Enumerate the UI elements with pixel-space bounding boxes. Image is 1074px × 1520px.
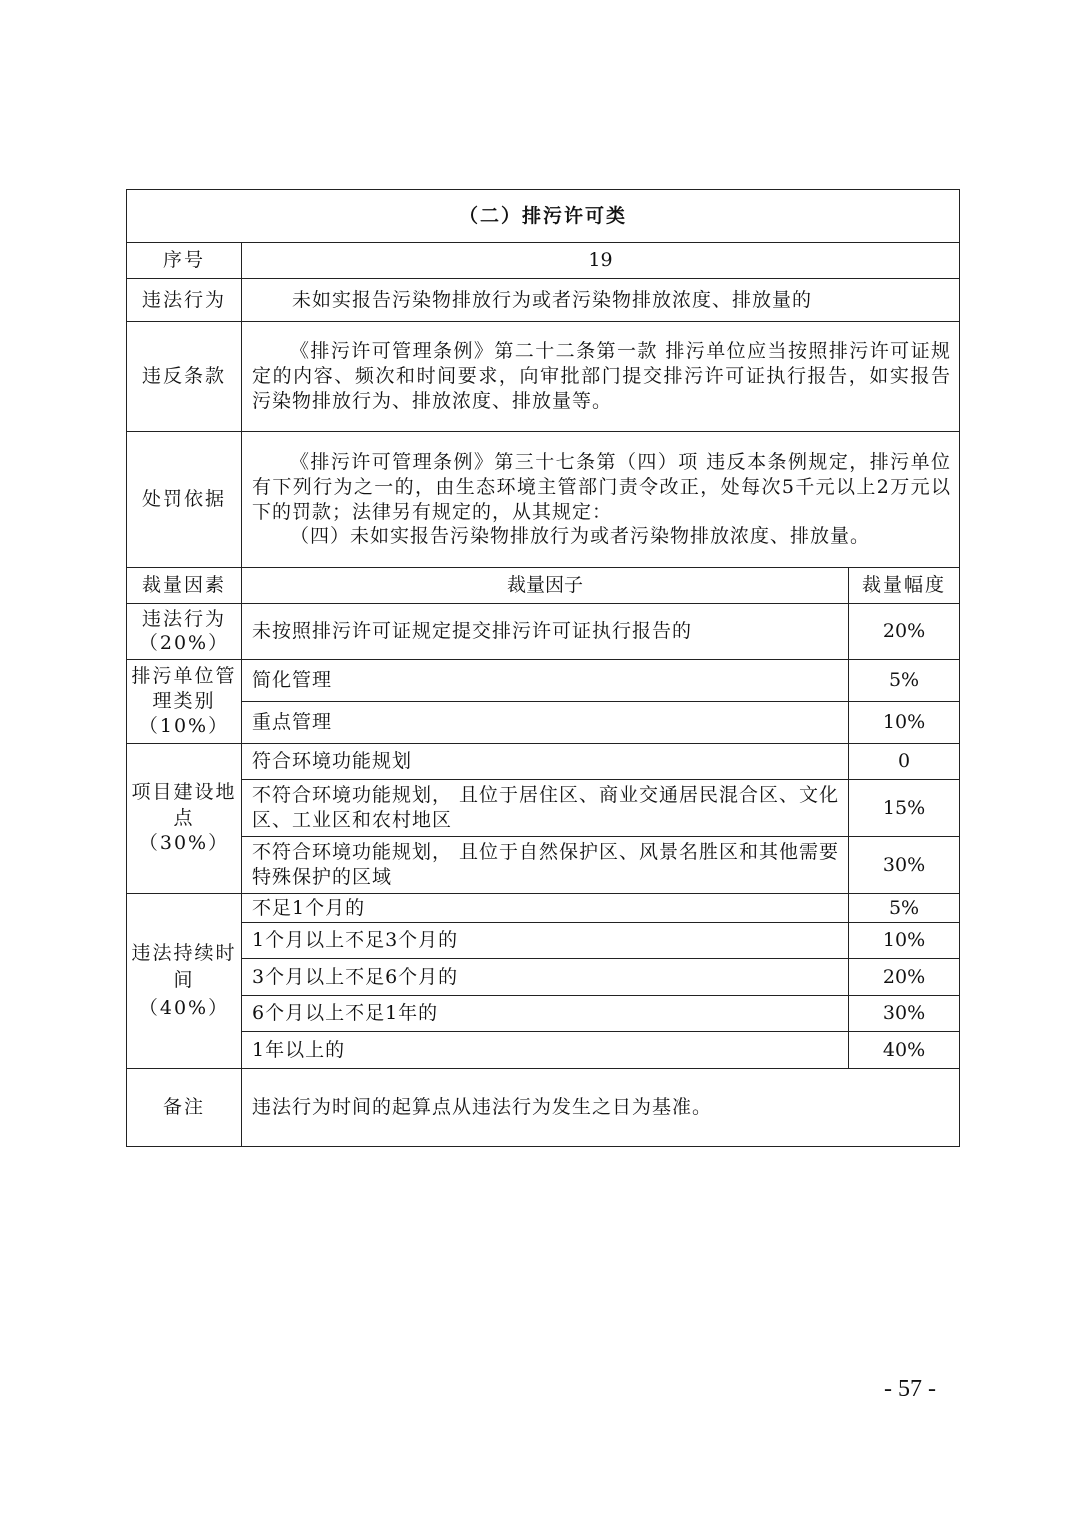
range-cell: 0 [849,744,960,780]
range-cell: 20% [849,959,960,996]
factor-cell: 未按照排污许可证规定提交排污许可证执行报告的 [242,604,849,660]
factor-header-col1: 裁量因素 [127,568,242,604]
factor-cell: 1个月以上不足3个月的 [242,923,849,959]
range-cell: 10% [849,923,960,959]
group-label-management: 排污单位管理类别 （10%） [127,660,242,744]
factor-cell: 不符合环境功能规划， 且位于自然保护区、风景名胜区和其他需要特殊保护的区域 [242,837,849,894]
range-cell: 30% [849,996,960,1032]
violation-label: 违法行为 [127,279,242,322]
penalty-basis-paragraph-2: （四）未如实报告污染物排放行为或者污染物排放浓度、排放量。 [290,525,871,548]
serial-label: 序号 [127,243,242,279]
penalty-basis-paragraph-1: 《排污许可管理条例》第三十七条第（四）项 违反本条例规定，排污单位有下列行为之一的，由生态环境主管部门责令改正，处每次5千元以上2万元以下的罚款；法律另有规定的，从其规定： [252,451,952,523]
factor-cell: 重点管理 [242,702,849,744]
range-cell: 30% [849,837,960,894]
factor-cell: 简化管理 [242,660,849,702]
group-label-duration: 违法持续时间 （40%） [127,894,242,1069]
range-cell: 40% [849,1032,960,1069]
factor-cell: 3个月以上不足6个月的 [242,959,849,996]
range-cell: 5% [849,660,960,702]
factor-header-col3: 裁量幅度 [849,568,960,604]
violated-clause-text [242,322,960,432]
violation-value: 未如实报告污染物排放行为或者污染物排放浓度、排放量的 [242,279,960,322]
factor-cell: 符合环境功能规划 [242,744,849,780]
remark-label: 备注 [127,1069,242,1147]
penalty-basis-label: 处罚依据 [127,432,242,568]
serial-value: 19 [242,243,960,279]
group-label-behavior: 违法行为 （20%） [127,604,242,660]
group-label-location: 项目建设地点 （30%） [127,744,242,894]
section-title: （二）排污许可类 [127,190,960,243]
range-cell: 5% [849,894,960,923]
factor-cell: 不符合环境功能规划， 且位于居住区、商业交通居民混合区、文化区、工业区和农村地区 [242,780,849,837]
range-cell: 10% [849,702,960,744]
range-cell: 20% [849,604,960,660]
factor-cell: 1年以上的 [242,1032,849,1069]
range-cell: 15% [849,780,960,837]
page-number: - 57 - [884,1376,936,1402]
violated-clause-paragraph: 《排污许可管理条例》第二十二条第一款 排污单位应当按照排污许可证规定的内容、频次和时间要求，向审批部门提交排污许可证执行报告，如实报告污染物排放行为、排放浓度、排放量等。 [252,340,952,412]
penalty-standard-table [126,189,960,1147]
factor-cell: 6个月以上不足1年的 [242,996,849,1032]
penalty-basis-text [242,432,960,568]
remark-text: 违法行为时间的起算点从违法行为发生之日为基准。 [242,1069,960,1147]
violated-clause-label: 违反条款 [127,322,242,432]
factor-header-col2: 裁量因子 [242,568,849,604]
factor-cell: 不足1个月的 [242,894,849,923]
